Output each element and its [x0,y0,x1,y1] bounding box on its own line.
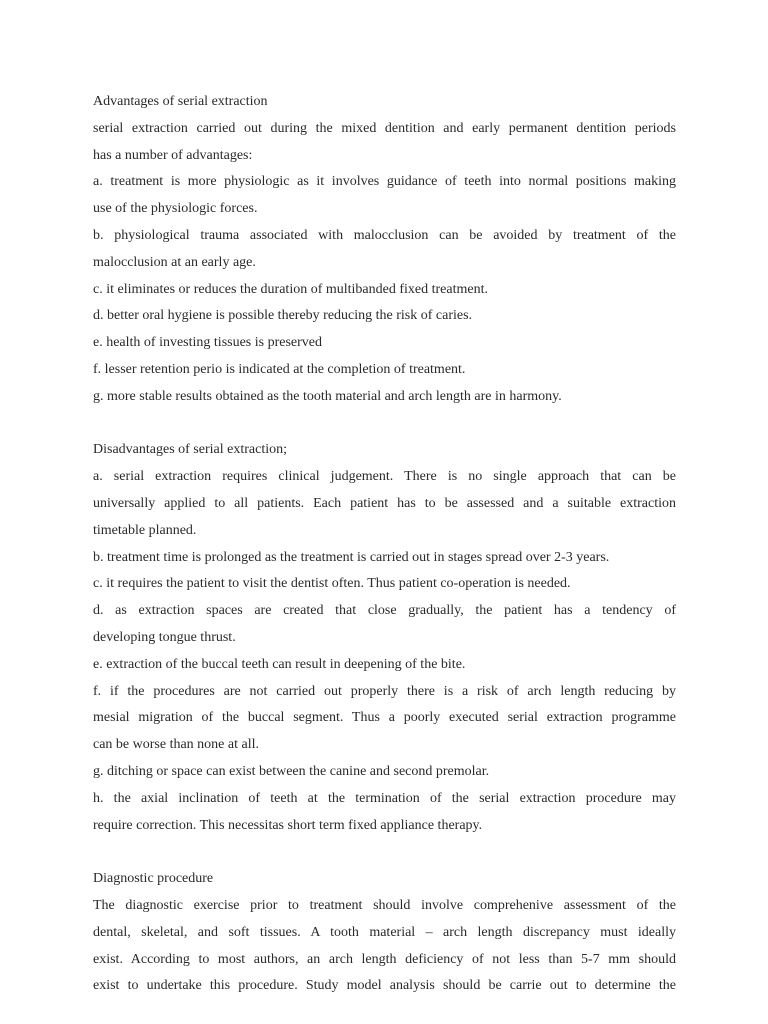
text-line: use of the physiologic forces. [93,201,258,217]
paragraph-gap [93,411,676,438]
text-line: d. as extraction spaces are created that close gradually, the patient has a tendency of [93,603,676,619]
text-line: can be worse than none at all. [93,737,259,753]
text-line: exist to undertake this procedure. Study model analysis should be carrie out to determine the [93,978,676,994]
text-line: a. treatment is more physiologic as it involves guidance of teeth into normal positions making [93,174,676,190]
text-line: serial extraction carried out during the mixed dentition and early permanent dentition periods [93,120,676,136]
text-line: f. lesser retention perio is indicated at the completion of treatment. [93,361,466,377]
text-line: mesial migration of the buccal segment. Thus a poorly executed serial extraction programme [93,710,676,726]
document-section [93,437,676,839]
paragraph-gap [93,839,676,866]
section-heading: Advantages of serial extraction [93,94,268,109]
text-line: developing tongue thrust. [93,629,236,645]
text-line: has a number of advantages: [93,147,253,163]
text-line: h. the axial inclination of teeth at the termination of the serial extraction procedure may [93,790,676,806]
text-line: universally applied to all patients. Each patient has to be assessed and a suitable extraction [93,495,676,511]
section-heading: Diagnostic procedure [93,871,214,887]
text-line: malocclusion at an early age. [93,254,256,270]
text-line: g. ditching or space can exist between the canine and second premolar. [93,763,490,779]
text-line: exist. According to most authors, an arch length deficiency of not less than 5-7 mm should [93,951,676,967]
document-body [93,89,676,1000]
section-heading: Disadvantages of serial extraction; [93,442,287,458]
text-line: dental, skeletal, and soft tissues. A tooth material – arch length discrepancy must ideally [93,924,676,940]
document-section [93,866,676,1000]
text-line: b. physiological trauma associated with malocclusion can be avoided by treatment of the [93,227,676,243]
text-line: c. it eliminates or reduces the duration of multibanded fixed treatment. [93,281,488,297]
text-line: e. health of investing tissues is preserved [93,335,323,351]
text-line: a. serial extraction requires clinical judgement. There is no single approach that can be [93,469,676,485]
text-line: timetable planned. [93,522,197,538]
text-line: b. treatment time is prolonged as the treatment is carried out in stages spread over 2-3 years. [93,549,610,565]
document-section [93,89,676,411]
text-line: d. better oral hygiene is possible thereby reducing the risk of caries. [93,308,473,324]
text-line: The diagnostic exercise prior to treatment should involve comprehenive assessment of the [93,897,676,913]
text-line: e. extraction of the buccal teeth can result in deepening of the bite. [93,656,466,672]
text-line: f. if the procedures are not carried out properly there is a risk of arch length reducing by [93,683,676,699]
text-line: g. more stable results obtained as the tooth material and arch length are in harmony. [93,388,562,404]
text-line: c. it requires the patient to visit the dentist often. Thus patient co-operation is needed. [93,576,571,592]
text-line: require correction. This necessitas short term fixed appliance therapy. [93,817,483,833]
